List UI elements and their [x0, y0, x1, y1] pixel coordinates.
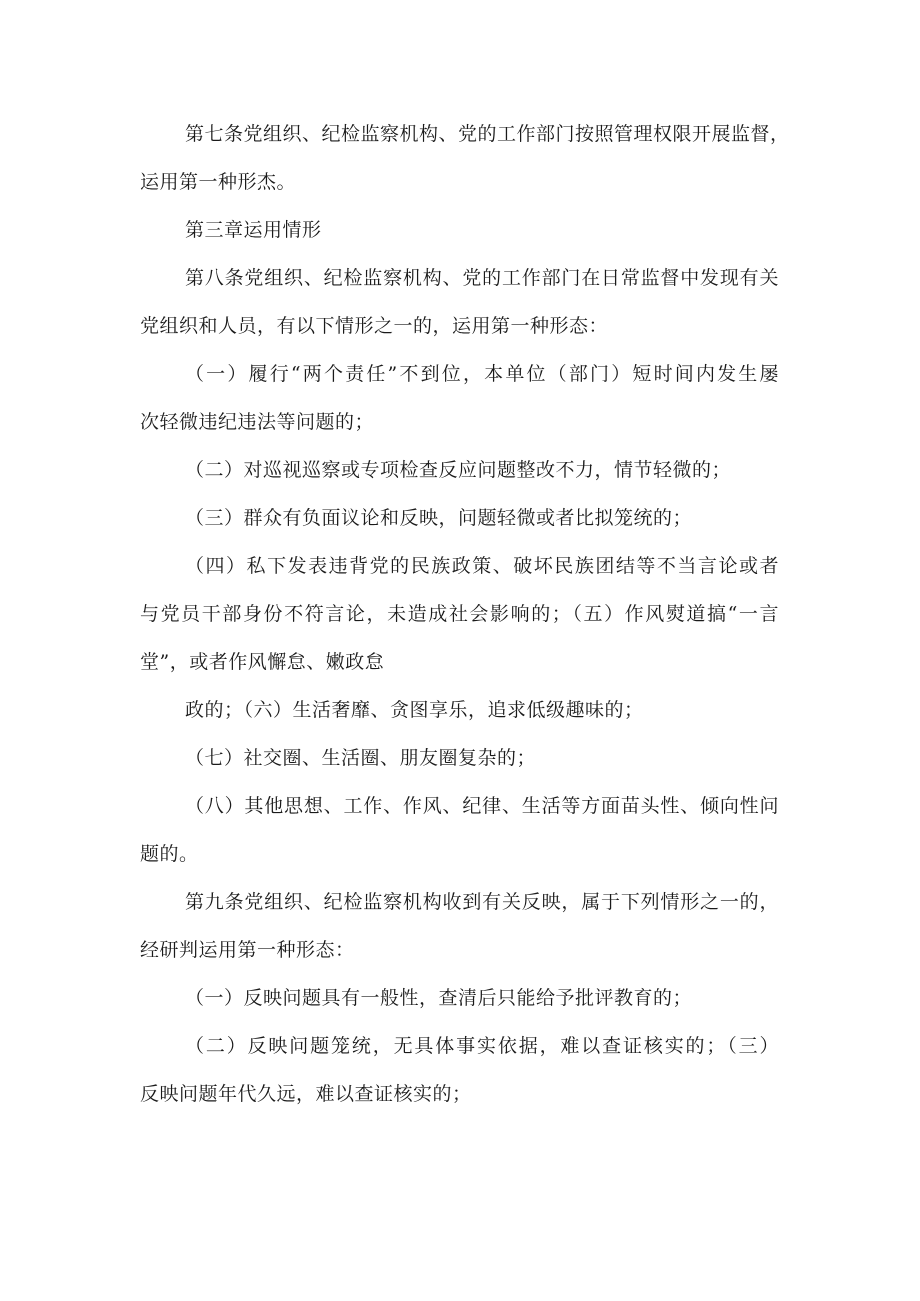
paragraph-line: 第七条党组织、纪检监察机构、党的工作部门按照管理权限开展监督，: [185, 123, 790, 145]
paragraph-line: 第九条党组织、纪检监察机构收到有关反映，属于下列情形之一的，: [185, 891, 779, 913]
paragraph-line: 政的；（六）生活奢靡、贪图享乐，追求低级趣味的；: [185, 699, 644, 721]
paragraph-line: （七）社交圈、生活圈、朋友圈复杂的；: [185, 747, 537, 769]
paragraph-line: （三）群众有负面议论和反映，问题轻微或者比拟笼统的；: [185, 507, 693, 529]
paragraph-line: 与党员干部身份不符言论，未造成社会影响的；（五）作风熨道搞“一言: [140, 603, 779, 625]
paragraph-line: （二）对巡视巡察或专项检查反应问题整改不力，情节轻微的；: [185, 459, 732, 481]
paragraph-line: （一）履行“两个责任”不到位，本单位（部门）短时间内发生屡: [185, 363, 779, 385]
chapter-heading: 第三章运用情形: [185, 219, 322, 241]
paragraph-line: （一）反映问题具有一般性，查清后只能给予批评教育的；: [185, 987, 693, 1009]
paragraph-line: 经研判运用第一种形态：: [140, 939, 355, 961]
paragraph-line: 党组织和人员，有以下情形之一的，运用第一种形态：: [140, 315, 609, 337]
paragraph-line: 堂”，或者作风懈怠、嫩政怠: [140, 651, 385, 673]
paragraph-line: 运用第一种形杰。: [140, 171, 297, 193]
paragraph-line: （二）反映问题笼统，无具体事实依据，难以查证核实的；（三）: [185, 1035, 779, 1057]
paragraph-line: 反映问题年代久远，难以查证核实的；: [140, 1083, 472, 1105]
paragraph-line: 第八条党组织、纪检监察机构、党的工作部门在日常监督中发现有关: [185, 267, 779, 289]
paragraph-line: （八）其他思想、工作、作风、纪律、生活等方面苗头性、倾向性问: [185, 795, 779, 817]
paragraph-line: 题的。: [140, 843, 199, 865]
paragraph-line: 次轻微违纪违法等问题的；: [140, 411, 375, 433]
paragraph-line: （四）私下发表违背党的民族政策、破坏民族团结等不当言论或者: [185, 555, 779, 577]
